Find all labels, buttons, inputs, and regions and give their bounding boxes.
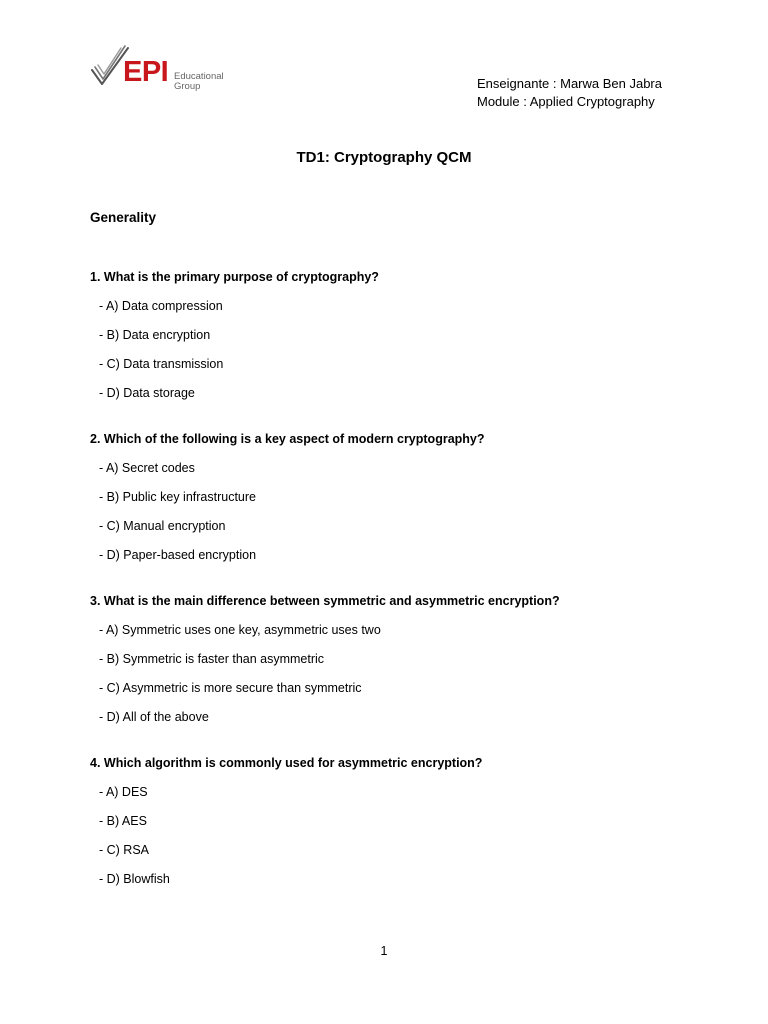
document-title: TD1: Cryptography QCM bbox=[296, 149, 472, 166]
logo-subtitle-line-2: Group bbox=[174, 80, 201, 92]
option-c: - C) Manual encryption bbox=[99, 519, 226, 533]
question-text: 1. What is the primary purpose of cryptography? bbox=[90, 270, 379, 284]
question-list bbox=[90, 268, 710, 916]
logo-wordmark: EPI bbox=[123, 56, 169, 88]
logo-subtitle-line-1: Educational bbox=[174, 71, 224, 82]
question-3 bbox=[90, 592, 710, 726]
option-a: - A) DES bbox=[99, 785, 148, 799]
option-a: - A) Secret codes bbox=[99, 461, 195, 475]
epi-logo bbox=[90, 44, 240, 94]
option-c: - C) Data transmission bbox=[99, 357, 224, 371]
question-2 bbox=[90, 430, 710, 564]
option-c: - C) RSA bbox=[99, 843, 149, 857]
question-text: 2. Which of the following is a key aspect of modern cryptography? bbox=[90, 432, 485, 446]
option-d: - D) Data storage bbox=[99, 386, 195, 400]
module-name: Module : Applied Cryptography bbox=[477, 94, 655, 109]
question-1 bbox=[90, 268, 710, 402]
logo-subtitle bbox=[174, 72, 224, 91]
question-text: 4. Which algorithm is commonly used for asymmetric encryption? bbox=[90, 756, 483, 770]
option-b: - B) AES bbox=[99, 814, 147, 828]
header-info bbox=[477, 75, 662, 111]
option-d: - D) Paper-based encryption bbox=[99, 548, 257, 562]
question-text: 3. What is the main difference between symmetric and asymmetric encryption? bbox=[90, 594, 560, 608]
question-4 bbox=[90, 754, 710, 888]
option-b: - B) Public key infrastructure bbox=[99, 490, 256, 504]
option-b: - B) Symmetric is faster than asymmetric bbox=[99, 652, 325, 666]
option-d: - D) Blowfish bbox=[99, 872, 170, 886]
option-d: - D) All of the above bbox=[99, 710, 209, 724]
option-b: - B) Data encryption bbox=[99, 328, 211, 342]
section-heading: Generality bbox=[90, 210, 157, 225]
option-c: - C) Asymmetric is more secure than symmetric bbox=[99, 681, 362, 695]
option-a: - A) Data compression bbox=[99, 299, 223, 313]
page-number: 1 bbox=[380, 944, 388, 958]
teacher-name: Enseignante : Marwa Ben Jabra bbox=[477, 76, 662, 91]
option-a: - A) Symmetric uses one key, asymmetric uses two bbox=[99, 623, 381, 637]
